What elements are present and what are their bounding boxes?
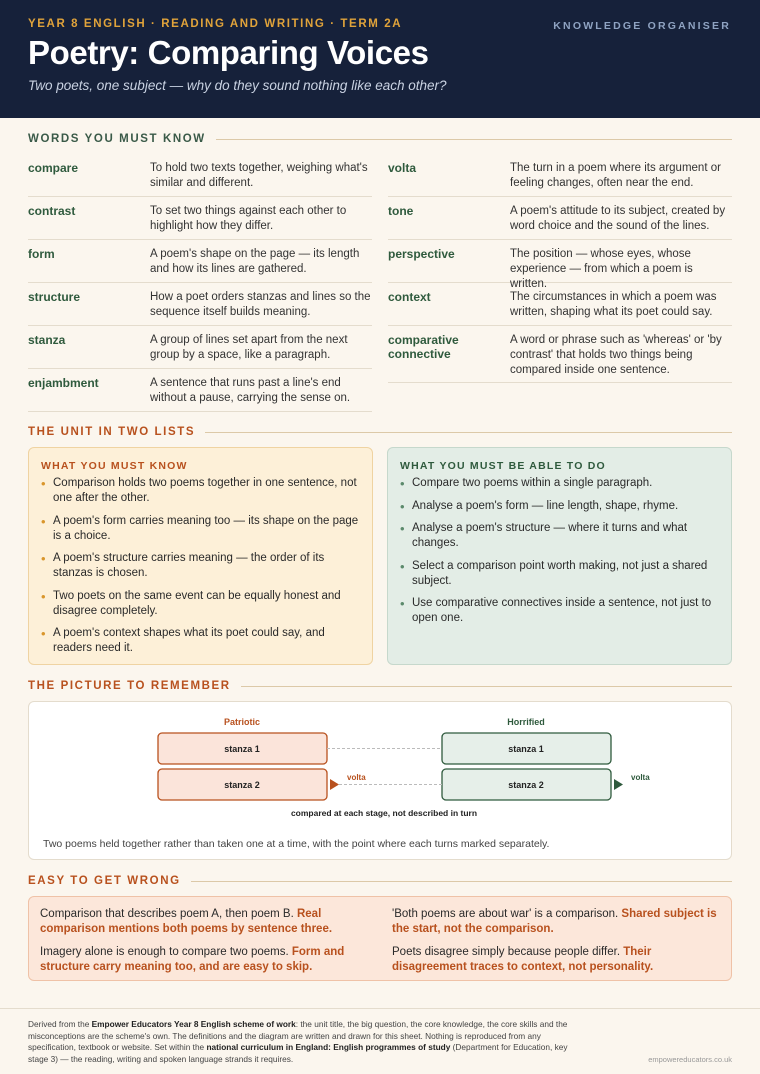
page-title: Poetry: Comparing Voices <box>28 34 429 71</box>
glossary-definition: A group of lines set apart from the next group by a space, like a paragraph. <box>150 334 348 361</box>
glossary-term: compare <box>28 161 79 175</box>
curriculum-name: national curriculum in England: English programmes of study <box>206 1042 451 1052</box>
source-note: Derived from the Empower Educators Year 8 English scheme of work: the unit title, the big question, the core knowledge, the core skills and the misconceptions are the scheme's own. The definitions and the diagram are written and drawn for this sheet. Nothing is reproduced from any specification, textbook or website. Set within the national curriculum in England: English programmes of study (Department for Education, key stage 3) — the reading, writing and spoken language strands it requires. <box>28 1019 568 1064</box>
glossary-term: comparative connective <box>388 333 459 361</box>
glossary-row <box>28 154 372 197</box>
glossary-definition: The circumstances in which a poem was written, shaping what its poet could say. <box>510 291 717 318</box>
glossary-definition: A poem's shape on the page — its length and how its lines are gathered. <box>150 248 360 275</box>
glossary-term: contrast <box>28 204 76 218</box>
list-item: • A poem's structure carries meaning — the order of its stanzas is chosen. <box>41 551 360 581</box>
misconception-item <box>392 945 720 975</box>
glossary-row <box>388 326 732 383</box>
glossary-term: volta <box>388 161 417 175</box>
glossary-row <box>28 197 372 240</box>
misconception-claim: Imagery alone is enough to compare two poems. <box>40 946 289 958</box>
glossary <box>28 154 732 412</box>
right-stanza-1-label: stanza 1 <box>508 744 544 754</box>
right-stanza-2-label: stanza 2 <box>508 780 544 790</box>
glossary-term: enjambment <box>28 376 99 390</box>
comparison-diagram <box>28 701 732 860</box>
list-item: • Analyse a poem's form — line length, shape, rhyme. <box>400 499 719 514</box>
misconception-claim: Comparison that describes poem A, then poem B. <box>40 908 294 920</box>
misconception-fix: Form and structure carry meaning too, and are easy to skip. <box>40 946 345 973</box>
glossary-term: tone <box>388 204 414 218</box>
glossary-term: structure <box>28 290 81 304</box>
page-footer <box>0 1008 760 1074</box>
misconception-claim: 'Both poems are about war' is a comparison. <box>392 908 619 920</box>
left-stanza-2-label: stanza 2 <box>224 780 260 790</box>
misconception-fix: Their disagreement traces to context, not personality. <box>392 946 654 973</box>
glossary-term: context <box>388 290 431 304</box>
glossary-term: stanza <box>28 333 66 347</box>
section-unit-heading: THE UNIT IN TWO LISTS <box>28 426 732 438</box>
glossary-definition: A poem's attitude to its subject, created by word choice and the sound of the lines. <box>510 205 726 232</box>
list-item: • Comparison holds two poems together in one sentence, not one after the other. <box>41 476 360 506</box>
glossary-row <box>28 326 372 369</box>
section-words-heading: WORDS YOU MUST KNOW <box>28 133 732 145</box>
list-item: • Compare two poems within a single paragraph. <box>400 476 719 491</box>
glossary-row <box>28 369 372 412</box>
glossary-definition: A sentence that runs past a line's end without a pause, carrying the sense on. <box>150 377 351 404</box>
misconception-item <box>40 907 368 937</box>
list-item: • Use comparative connectives inside a sentence, not just to open one. <box>400 596 719 626</box>
glossary-row <box>388 154 732 197</box>
diagram-caption: Two poems held together rather than taken one at a time, with the point where each turns marked separately. <box>43 838 550 850</box>
right-poem-label: Horrified <box>507 717 545 727</box>
glossary-row <box>388 240 732 290</box>
glossary-term: form <box>28 247 55 261</box>
left-volta-arrow-icon <box>330 779 339 790</box>
misconceptions-box <box>28 896 732 981</box>
left-stanza-1-label: stanza 1 <box>224 744 260 754</box>
document-type-tag: KNOWLEDGE ORGANISER <box>553 20 731 32</box>
glossary-right-column <box>388 154 732 412</box>
misconception-fix: Real comparison mentions both poems by sentence three. <box>40 908 333 935</box>
section-wrong-heading: EASY TO GET WRONG <box>28 875 732 887</box>
glossary-definition: To set two things against each other to highlight how they differ. <box>150 205 347 232</box>
must-know-title: WHAT YOU MUST KNOW <box>41 460 188 472</box>
big-question: Two poets, one subject — why do they sound nothing like each other? <box>28 78 447 93</box>
scheme-of-work-name: Empower Educators Year 8 English scheme of work <box>91 1019 296 1029</box>
list-item: • A poem's context shapes what its poet could say, and readers need it. <box>41 626 360 656</box>
right-volta-label: volta <box>631 773 650 782</box>
section-picture-heading: THE PICTURE TO REMEMBER <box>28 680 732 692</box>
left-poem-label: Patriotic <box>223 717 261 727</box>
misconception-claim: Poets disagree simply because people differ. <box>392 946 621 958</box>
must-do-title: WHAT YOU MUST BE ABLE TO DO <box>400 460 606 472</box>
glossary-row <box>28 283 372 326</box>
must-know-box <box>28 447 373 665</box>
glossary-definition: How a poet orders stanzas and lines so the sequence itself builds meaning. <box>150 291 371 318</box>
diagram-note: compared at each stage, not described in turn <box>290 808 478 818</box>
misconceptions-right-column <box>392 907 720 980</box>
glossary-row <box>28 240 372 283</box>
course-kicker: YEAR 8 ENGLISH · READING AND WRITING · TERM 2A <box>28 18 403 30</box>
list-item: • Analyse a poem's structure — where it turns and what changes. <box>400 521 719 551</box>
glossary-definition: The turn in a poem where its argument or feeling changes, often near the end. <box>510 162 721 189</box>
left-volta-label: volta <box>347 773 366 782</box>
list-item: • A poem's form carries meaning too — its shape on the page is a choice. <box>41 514 360 544</box>
list-item: • Select a comparison point worth making, not just a shared subject. <box>400 559 719 589</box>
misconception-item <box>40 945 368 975</box>
glossary-term: perspective <box>388 247 455 261</box>
glossary-row <box>388 197 732 240</box>
glossary-definition: The position — whose eyes, whose experience — from which a poem is written. <box>510 248 693 290</box>
misconception-item <box>392 907 720 937</box>
must-do-box <box>387 447 732 665</box>
glossary-row <box>388 283 732 326</box>
misconception-fix: Shared subject is the start, not the comparison. <box>392 908 717 935</box>
list-item: • Two poets on the same event can be equally honest and disagree completely. <box>41 589 360 619</box>
glossary-definition: To hold two texts together, weighing what's similar and different. <box>150 162 368 189</box>
misconceptions-left-column <box>40 907 368 980</box>
page-header <box>0 0 760 118</box>
right-volta-arrow-icon <box>614 779 623 790</box>
glossary-definition: A word or phrase such as 'whereas' or 'by contrast' that holds two things being compared inside one sentence. <box>510 334 722 376</box>
website-url: empowereducators.co.uk <box>648 1055 732 1064</box>
glossary-left-column <box>28 154 372 412</box>
